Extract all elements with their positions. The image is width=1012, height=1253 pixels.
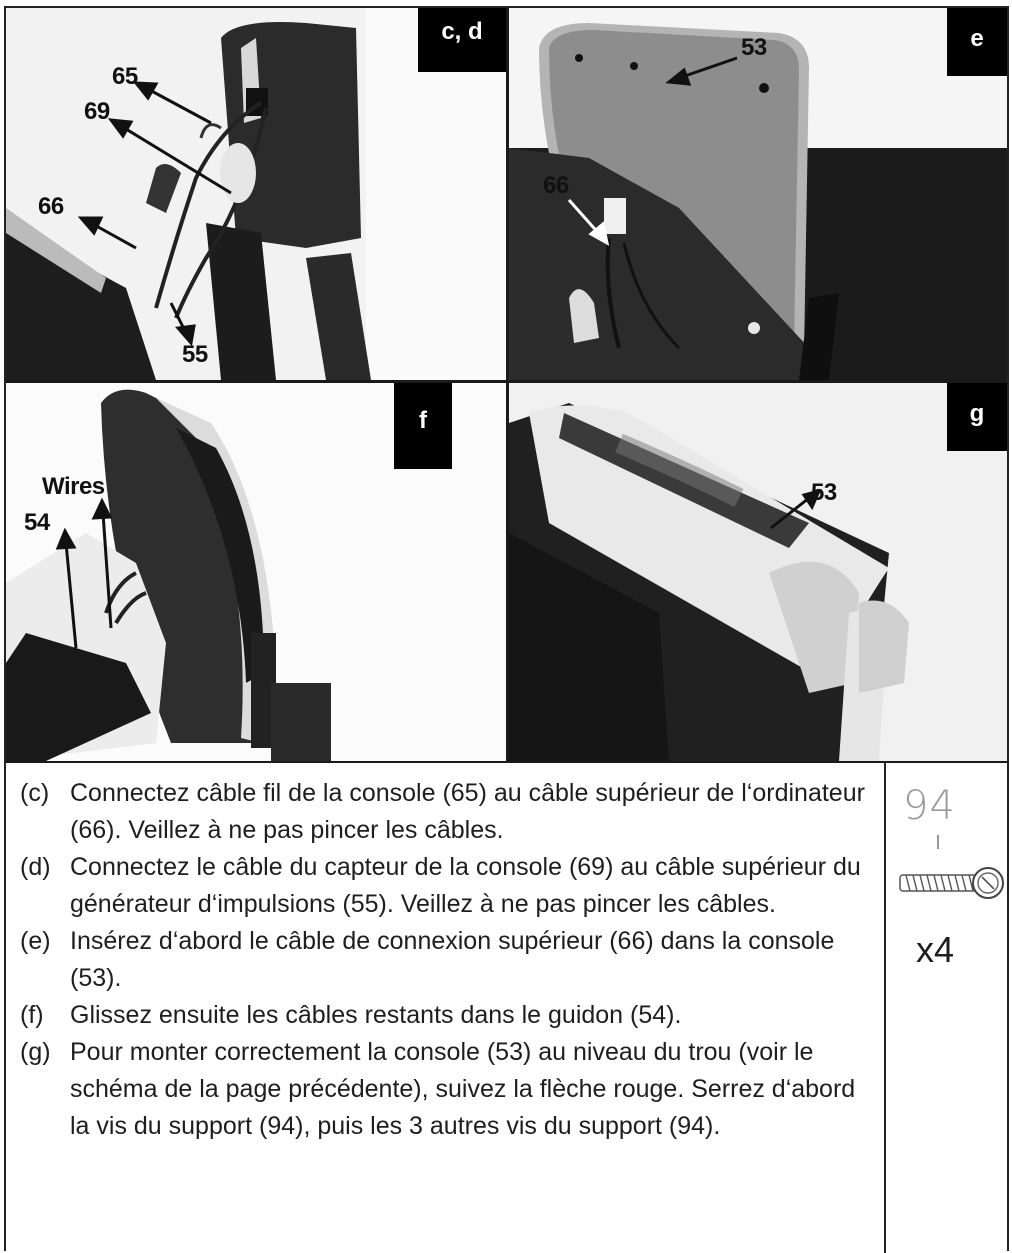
console-mount-photo-g (509, 383, 1007, 761)
step-tag-cd: c, d (418, 8, 506, 72)
photo-panel-g (509, 383, 1007, 761)
instruction-label: (f) (20, 1001, 44, 1029)
callout-53: 53 (811, 479, 837, 506)
step-tag-g: g (947, 383, 1007, 451)
instruction-list (20, 775, 880, 1145)
instructions-area (6, 763, 886, 1253)
instruction-e (20, 923, 880, 997)
photo-panel-f (6, 383, 506, 761)
leader-line-icon (936, 835, 940, 849)
instruction-text: Insérez d‘abord le câble de connexion supérieur (66) dans la console (53). (70, 927, 835, 992)
instruction-label: (c) (20, 779, 50, 807)
instruction-label: (d) (20, 853, 51, 881)
callout-69: 69 (84, 98, 110, 125)
instruction-d (20, 849, 880, 923)
callout-54: 54 (24, 509, 50, 536)
instruction-text: Connectez câble fil de la console (65) au câble supérieur de l‘ordinateur (66). Veillez à ne pas pincer les câbles. (70, 779, 865, 844)
photo-panel-e (509, 8, 1007, 380)
hardware-panel (886, 763, 1007, 1253)
instruction-label: (g) (20, 1038, 51, 1066)
instruction-f (20, 997, 880, 1034)
callout-65: 65 (112, 63, 138, 90)
step-tag-e: e (947, 8, 1007, 76)
grid-divider-horizontal (6, 380, 1007, 383)
instruction-c (20, 775, 880, 849)
callout-66: 66 (543, 172, 569, 199)
photo-panel-cd (6, 8, 506, 380)
instruction-label: (e) (20, 927, 51, 955)
callout-wires: Wires (42, 473, 105, 500)
callout-66: 66 (38, 193, 64, 220)
console-back-photo-e (509, 8, 1007, 380)
grid-divider-vertical (506, 8, 509, 761)
instruction-text: Connectez le câble du capteur de la console (69) au câble supérieur du générateur d‘impulsions (55). Veillez à ne pas pincer les câbles. (70, 853, 861, 918)
instruction-text: Pour monter correctement la console (53) au niveau du trou (voir le schéma de la page précédente), suivez la flèche rouge. Serrez d‘abord la vis du support (94), puis les 3 autres vis du support (94). (70, 1038, 856, 1140)
instruction-text: Glissez ensuite les câbles restants dans le guidon (54). (70, 1001, 682, 1029)
screw-icon (896, 863, 1006, 903)
photo-grid (6, 8, 1007, 761)
assembly-page (4, 6, 1009, 1251)
callout-55: 55 (182, 341, 208, 368)
callout-53: 53 (741, 34, 767, 61)
hardware-part-number: 94 (903, 783, 956, 829)
instruction-g (20, 1034, 880, 1145)
step-tag-f: f (394, 383, 452, 469)
hardware-quantity: x4 (916, 929, 955, 970)
